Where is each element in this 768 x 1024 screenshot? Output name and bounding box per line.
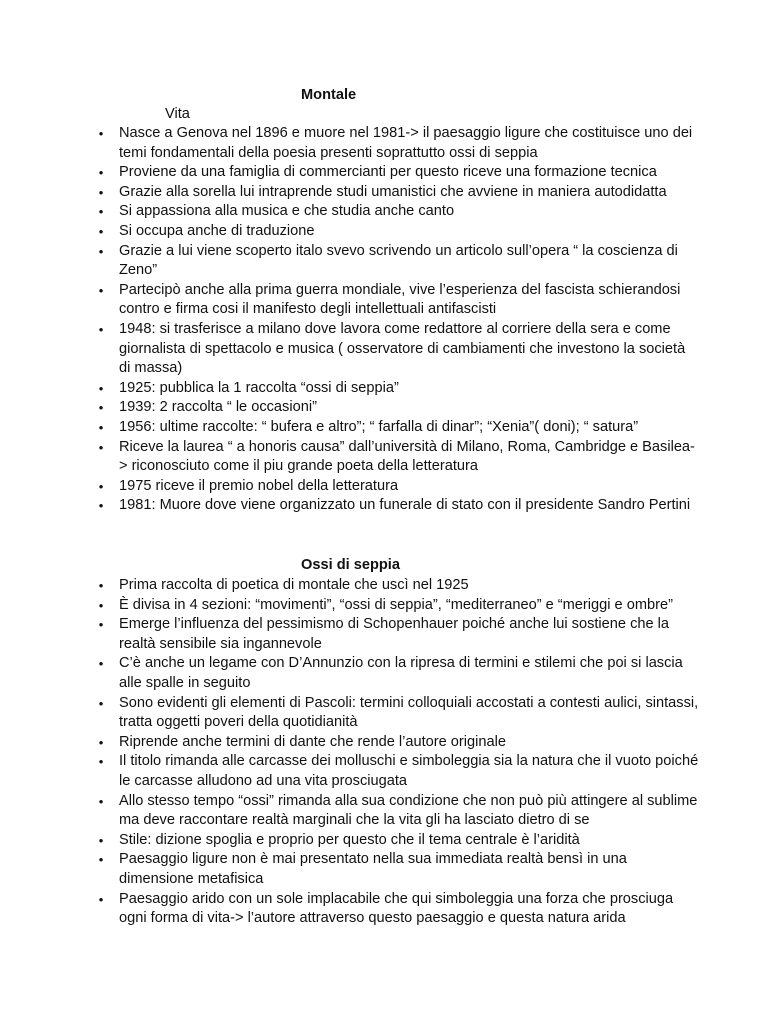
list-item [0,320,699,379]
list-item-text: Si occupa anche di traduzione [119,222,315,239]
list-item-text: Emerge l’influenza del pessimismo di Schopenhauer poiché anche lui sostiene che la realtà sensibile sia ingannevole [119,616,670,652]
bullet-icon: • [98,578,104,593]
list-item-text: 1925: pubblica la 1 raccolta “ossi di seppia” [119,379,399,396]
list-item [0,163,699,183]
list-item-text: Nasce a Genova nel 1896 e muore nel 1981-> il paesaggio ligure che costituisce uno dei temi fondamentali della poesia presenti soprattutto ossi di seppia [119,125,693,161]
list-item-text: Il titolo rimanda alle carcasse dei molluschi e simboleggia sia la natura che il vuoto poiché le carcasse alludono ad una vita prosciugata [119,753,699,789]
bullet-icon: • [98,597,104,613]
ossi-bullet-list [0,576,768,929]
document-title: Montale [301,87,357,103]
list-item [0,477,699,497]
bullet-icon: • [98,400,104,416]
bullet-icon: • [98,321,104,337]
list-item-text: Partecipò anche alla prima guerra mondiale, vive l’esperienza del fascista schierandosi contro e firma cosi il manifesto degli intellettuali antifascisti [119,281,681,318]
vita-bullet-list [0,124,768,516]
list-item-text: Grazie alla sorella lui intraprende studi umanistici che avviene in maniera autodidatta [119,183,667,200]
bullet-icon: • [98,439,104,455]
list-item-text: Grazie a lui viene scoperto italo svevo scrivendo un articolo sull’opera “ la coscienza di Zeno” [119,242,678,279]
list-item [0,183,699,203]
list-item-text: Paesaggio ligure non è mai presentato nella sua immediata realtà bensì in una dimensione metafisica [119,851,627,887]
bullet-icon: • [98,498,104,514]
bullet-icon: • [98,793,104,809]
list-item-text: 1975 riceve il premio nobel della letteratura [119,477,399,494]
bullet-icon: • [98,852,104,868]
list-item [0,615,699,654]
bullet-icon: • [98,126,104,141]
section-subtitle-vita: Vita [165,106,190,122]
list-item-text: 1956: ultime raccolte: “ bufera e altro”; “ farfalla di dinar”; “Xenia”( doni); “ satura” [119,418,639,435]
list-item [0,222,699,242]
bullet-icon: • [98,891,104,907]
list-item-text: C’è anche un legame con D’Annunzio con la ripresa di termini e stilemi che poi si lascia alle spalle in seguito [119,655,683,691]
bullet-icon: • [98,656,104,672]
bullet-icon: • [98,832,104,848]
list-item-text: Prima raccolta di poetica di montale che uscì nel 1925 [119,577,469,593]
list-item-text: Proviene da una famiglia di commercianti per questo riceve una formazione tecnica [119,164,657,181]
bullet-icon: • [98,243,104,259]
list-item-text: 1939: 2 raccolta “ le occasioni” [119,399,317,416]
list-item [0,654,699,693]
list-item [0,831,699,851]
bullet-icon: • [98,380,104,396]
bullet-icon: • [98,734,104,750]
list-item [0,850,699,889]
bullet-icon: • [98,165,104,181]
list-item [0,438,699,477]
list-item-text: 1981: Muore dove viene organizzato un funerale di stato con il presidente Sandro Pertini [119,497,691,514]
list-item [0,576,699,596]
list-item-text: Sono evidenti gli elementi di Pascoli: termini colloquiali accostati a contesti aulici, sintassi, tratta oggetti poveri della quotidianità [119,694,699,731]
section-title-ossi-di-seppia: Ossi di seppia [301,557,400,573]
list-item [0,281,699,320]
list-item [0,379,699,399]
bullet-icon: • [98,617,104,633]
bullet-icon: • [98,419,104,435]
list-item [0,124,699,163]
list-item-text: È divisa in 4 sezioni: “movimenti”, “ossi di seppia”, “mediterraneo” e “meriggi e ombre” [119,596,673,613]
list-item [0,890,699,929]
bullet-icon: • [98,695,104,711]
bullet-icon: • [98,478,104,494]
bullet-icon: • [98,223,104,239]
bullet-icon: • [98,754,104,770]
bullet-icon: • [98,282,104,298]
list-item-text: 1948: si trasferisce a milano dove lavora come redattore al corriere della sera e come giornalista di spettacolo e musica ( osservatore di cambiamenti che investono la società di massa) [119,320,686,377]
list-item [0,418,699,438]
list-item [0,792,699,831]
list-item-text: Si appassiona alla musica e che studia anche canto [119,203,455,220]
bullet-icon: • [98,184,104,200]
list-item [0,694,699,733]
list-item-text: Riceve la laurea “ a honoris causa” dall’università di Milano, Roma, Cambridge e Basilea-> riconosciuto come il piu grande poeta della letteratura [119,438,695,475]
list-item-text: Stile: dizione spoglia e proprio per questo che il tema centrale è l’aridità [119,831,580,848]
list-item [0,733,699,753]
list-item [0,398,699,418]
list-item [0,496,699,516]
list-item-text: Allo stesso tempo “ossi” rimanda alla sua condizione che non può più attingere al sublime ma deve raccontare realtà marginali che la vita gli ha lasciato dietro di se [119,792,698,829]
list-item [0,242,699,281]
bullet-icon: • [98,204,104,220]
list-item [0,596,699,616]
list-item-text: Paesaggio arido con un sole implacabile che qui simboleggia una forza che prosciuga ogni forma di vita-> l’autore attraverso questo paesaggio e questa natura arida [119,890,674,927]
list-item [0,202,699,222]
list-item-text: Riprende anche termini di dante che rende l’autore originale [119,733,506,750]
list-item [0,752,699,791]
